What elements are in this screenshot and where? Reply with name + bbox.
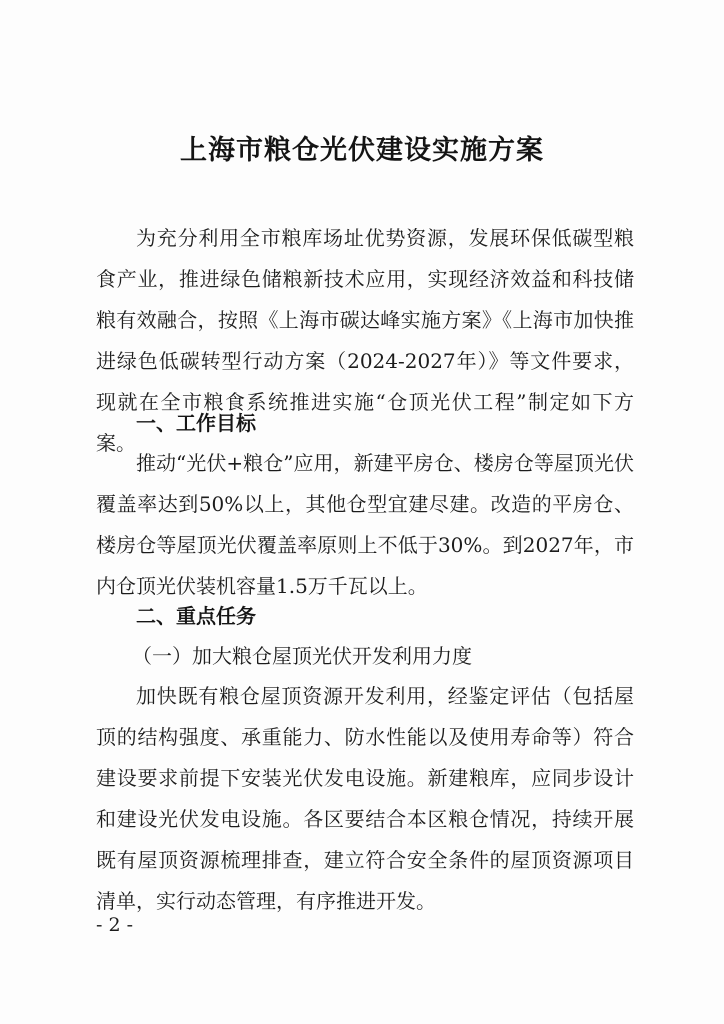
section-heading-tasks: 二、重点任务: [136, 604, 256, 628]
tasks-paragraph: 加快既有粮仓屋顶资源开发利用，经鉴定评估（包括屋顶的结构强度、承重能力、防水性能以及使用寿命等）符合建设要求前提下安装光伏发电设施。新建粮库，应同步设计和建设光伏发电设施。各区要结合本区粮仓情况，持续开展既有屋顶资源梳理排查，建立符合安全条件的屋顶资源项目清单，实行动态管理，有序推进开发。: [96, 684, 634, 913]
section-heading-goals: 一、工作目标: [136, 411, 256, 435]
page-number: - 2 -: [96, 914, 134, 936]
intro-paragraph: 为充分利用全市粮库场址优势资源，发展环保低碳型粮食产业，推进绿色储粮新技术应用，实现经济效益和科技储粮有效融合，按照《上海市碳达峰实施方案》《上海市加快推进绿色低碳转型行动方案（2024-2027年）》等文件要求，现就在全市粮食系统推进实施“仓顶光伏工程”制定如下方案。: [96, 226, 634, 455]
document-title: 上海市粮仓光伏建设实施方案: [180, 135, 544, 166]
subsection-heading-rooftop: （一）加大粮仓屋顶光伏开发利用力度: [132, 644, 472, 668]
goals-paragraph: 推动“光伏+粮仓”应用，新建平房仓、楼房仓等屋顶光伏覆盖率达到50%以上，其他仓型宜建尽建。改造的平房仓、楼房仓等屋顶光伏覆盖率原则上不低于30%。到2027年，市内仓顶光伏装机容量1.5万千瓦以上。: [96, 451, 634, 598]
